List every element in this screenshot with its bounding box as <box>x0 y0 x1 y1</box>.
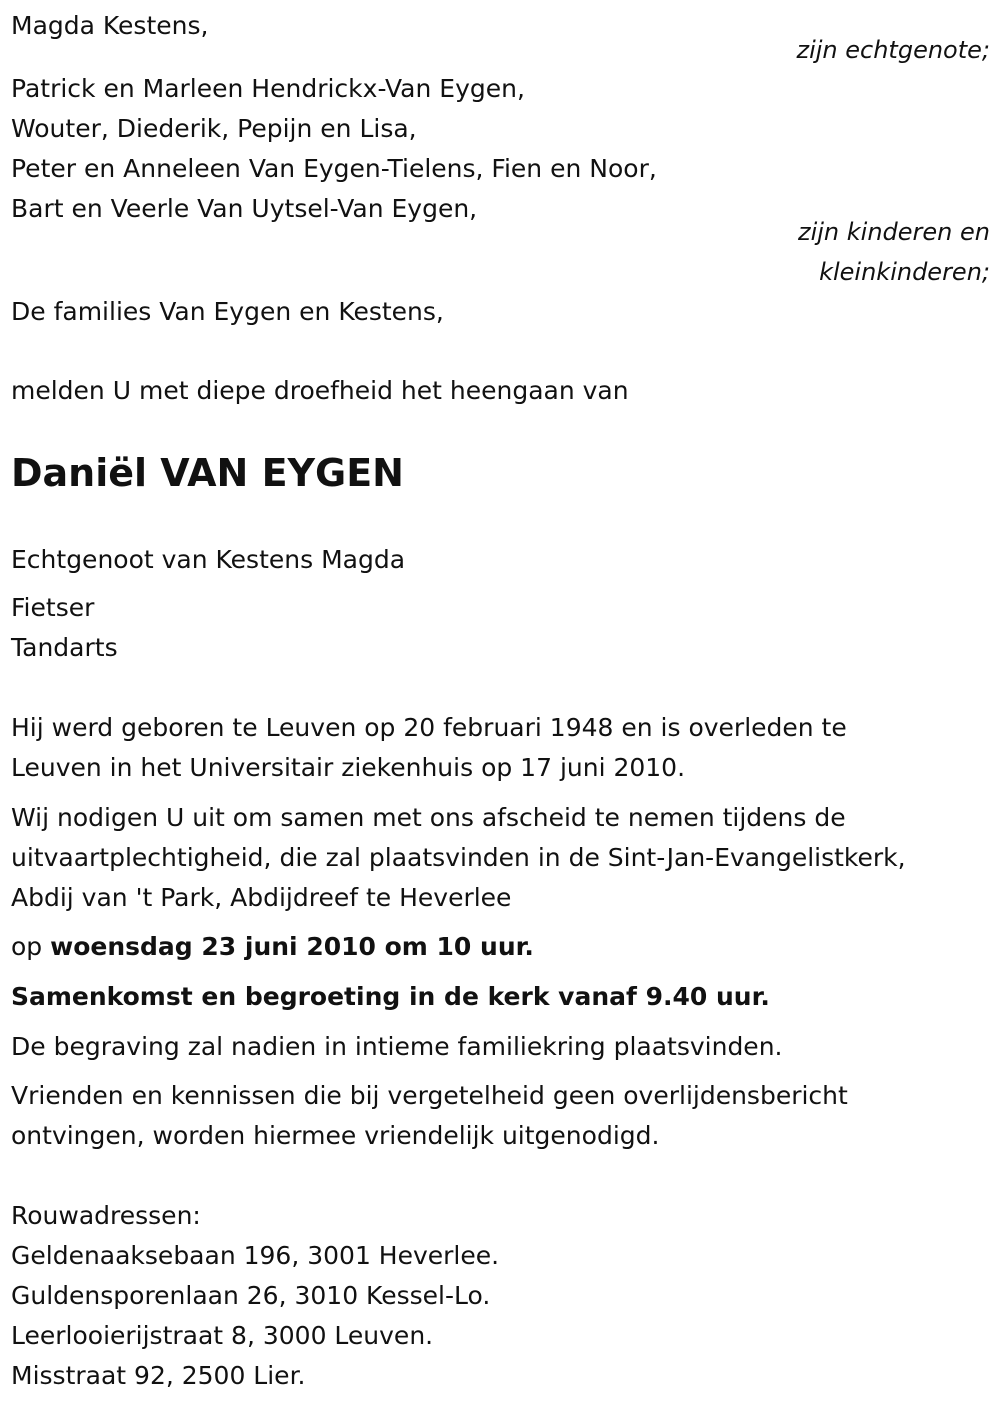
children-line: Peter en Anneleen Van Eygen-Tielens, Fien en Noor, <box>11 154 657 183</box>
address-line: Misstraat 92, 2500 Lier. <box>11 1361 306 1390</box>
spouse-role: zijn echtgenote; <box>796 36 990 64</box>
grandchildren-role: kleinkinderen; <box>819 258 990 286</box>
deceased-name: Daniël VAN EYGEN <box>11 451 404 495</box>
children-line: Wouter, Diederik, Pepijn en Lisa, <box>11 114 417 143</box>
children-role: zijn kinderen en <box>798 218 990 246</box>
spouse-name: Magda Kestens, <box>11 11 209 40</box>
children-line: Patrick en Marleen Hendrickx-Van Eygen, <box>11 74 525 103</box>
address-line: Leerlooierijstraat 8, 3000 Leuven. <box>11 1321 434 1350</box>
burial-line: De begraving zal nadien in intieme familiekring plaatsvinden. <box>11 1032 783 1061</box>
invitation-line: Wij nodigen U uit om samen met ons afscheid te nemen tijdens de <box>11 803 846 832</box>
invitation-line: uitvaartplechtigheid, die zal plaatsvinden in de Sint-Jan-Evangelistkerk, <box>11 843 906 872</box>
invitation-line: Abdij van 't Park, Abdijdreef te Heverlee <box>11 883 512 912</box>
announcement-line: melden U met diepe droefheid het heengaan van <box>11 376 629 405</box>
spouse-of-line: Echtgenoot van Kestens Magda <box>11 545 406 574</box>
birth-death-line: Hij werd geboren te Leuven op 20 februari 1948 en is overleden te <box>11 713 847 742</box>
addresses-heading: Rouwadressen: <box>11 1201 201 1230</box>
friends-line: Vrienden en kennissen die bij vergetelheid geen overlijdensbericht <box>11 1081 848 1110</box>
occupation-line: Fietser <box>11 593 95 622</box>
ceremony-datetime: woensdag 23 juni 2010 om 10 uur. <box>50 932 534 961</box>
ceremony-line <box>11 927 534 967</box>
birth-death-line: Leuven in het Universitair ziekenhuis op 17 juni 2010. <box>11 753 686 782</box>
friends-line: ontvingen, worden hiermee vriendelijk uitgenodigd. <box>11 1121 660 1150</box>
occupation-line: Tandarts <box>11 633 118 662</box>
address-line: Guldensporenlaan 26, 3010 Kessel-Lo. <box>11 1281 491 1310</box>
ceremony-prefix: op <box>11 932 51 961</box>
gathering-line: Samenkomst en begroeting in de kerk vanaf 9.40 uur. <box>11 982 770 1011</box>
children-line: Bart en Veerle Van Uytsel-Van Eygen, <box>11 194 478 223</box>
address-line: Geldenaaksebaan 196, 3001 Heverlee. <box>11 1241 500 1270</box>
families-line: De families Van Eygen en Kestens, <box>11 297 444 326</box>
